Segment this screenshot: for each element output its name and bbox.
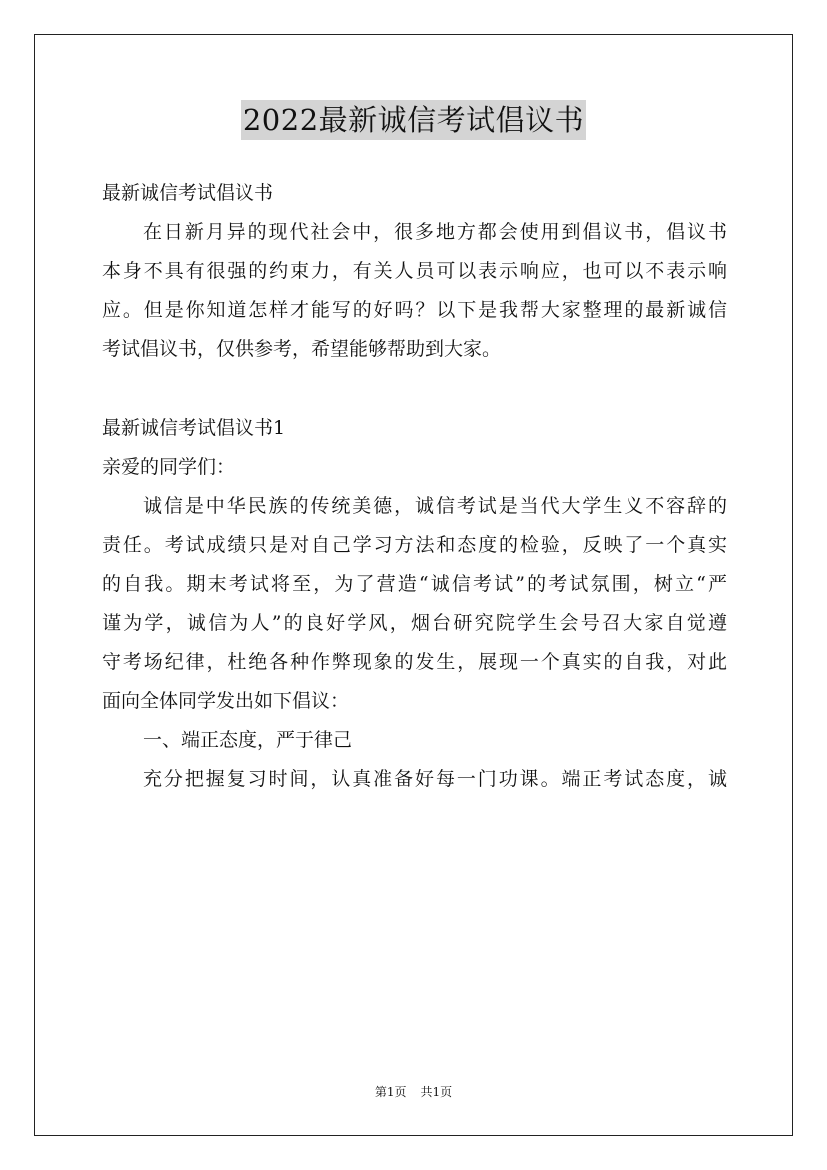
- document-title: 2022最新诚信考试倡议书: [241, 100, 586, 140]
- document-body: [102, 174, 727, 799]
- body-line: 面向全体同学发出如下倡议：: [102, 690, 350, 712]
- page-total: 共1页: [420, 1085, 453, 1099]
- body-line: 诚信是中华民族的传统美德，诚信考试是当代大学生义不容辞的: [143, 495, 727, 517]
- paragraph-gap: [102, 369, 727, 409]
- body-line: 守考场纪律，杜绝各种作弊现象的发生，展现一个真实的自我，对此: [102, 651, 727, 673]
- intro-line: 在日新月异的现代社会中，很多地方都会使用到倡议书，倡议书: [143, 221, 727, 243]
- page-footer: [0, 1083, 827, 1100]
- intro-line: 本身不具有很强的约束力，有关人员可以表示响应，也可以不表示响: [102, 260, 727, 282]
- page-number: 第1页: [374, 1085, 407, 1099]
- section-heading: 最新诚信考试倡议书1: [102, 417, 286, 439]
- salutation: 亲爱的同学们：: [102, 456, 236, 478]
- document-subtitle: 最新诚信考试倡议书: [102, 182, 274, 204]
- body-line: 的自我。期末考试将至，为了营造“诚信考试”的考试氛围，树立“严: [102, 573, 727, 595]
- point-line: 充分把握复习时间，认真准备好每一门功课。端正考试态度，诚: [143, 768, 727, 790]
- body-line: 谨为学，诚信为人”的良好学风，烟台研究院学生会号召大家自觉遵: [102, 612, 727, 634]
- point-heading: 一、端正态度，严于律己: [143, 729, 353, 751]
- intro-line: 应。但是你知道怎样才能写的好吗？以下是我帮大家整理的最新诚信: [102, 299, 727, 321]
- title-container: [0, 100, 827, 140]
- body-line: 责任。考试成绩只是对自己学习方法和态度的检验，反映了一个真实: [102, 534, 727, 556]
- intro-line: 考试倡议书，仅供参考，希望能够帮助到大家。: [102, 338, 502, 360]
